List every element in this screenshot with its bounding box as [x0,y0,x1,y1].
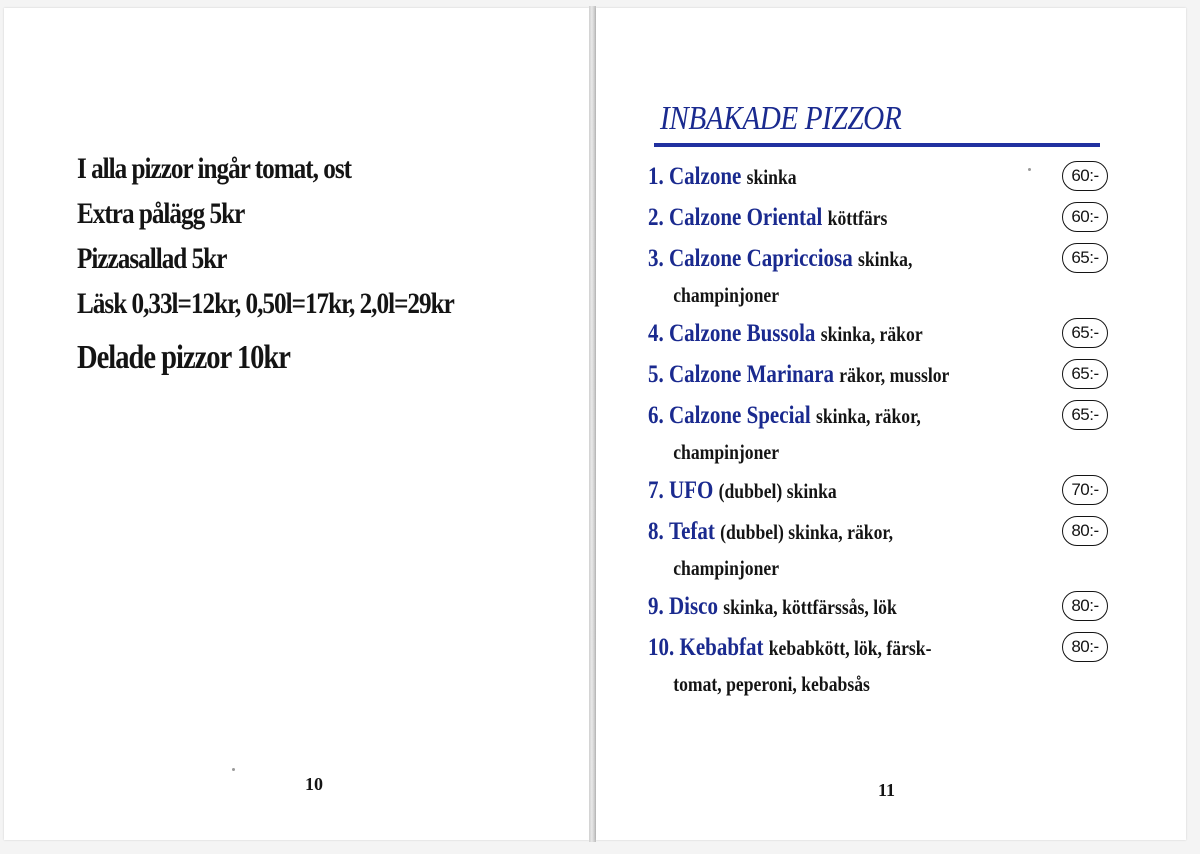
price-badge: 80:- [1062,516,1108,546]
menu-item [648,513,1108,585]
item-description-continued: champinjoner [673,556,780,580]
menu-item-line [648,315,976,353]
item-description: skinka, köttfärssås, lök [723,595,897,619]
info-line: Extra pålägg 5kr [77,197,245,230]
page-number: 10 [305,774,323,794]
price-badge: 65:- [1062,318,1108,348]
item-number: 5. [648,361,664,388]
item-number: 2. [648,204,664,231]
item-description: köttfärs [827,206,888,230]
left-page [4,8,589,840]
menu-item-line [648,513,976,551]
item-number: 10. [648,634,675,661]
item-name: Tefat [669,518,715,545]
item-number: 8. [648,518,664,545]
shared-pizza-line: Delade pizzor 10kr [77,339,290,376]
item-number: 7. [648,477,664,504]
menu-item [648,158,1108,196]
menu-item-line [648,629,976,667]
price-badge: 60:- [1062,161,1108,191]
info-line: Läsk 0,33l=12kr, 0,50l=17kr, 2,0l=29kr [77,287,454,320]
menu-item [648,472,1108,510]
book-gutter [589,6,596,842]
menu-item-line [648,472,976,510]
price-badge: 80:- [1062,591,1108,621]
menu-item-line [648,158,976,196]
price-badge: 60:- [1062,202,1108,232]
item-description: kebabkött, lök, färsk- [768,636,932,660]
menu-item-line [648,356,976,394]
menu-item-line [648,199,976,237]
item-description-continued: champinjoner [673,440,780,464]
page-number: 11 [878,780,896,800]
right-page [596,8,1186,840]
menu-item [648,397,1108,469]
item-description: skinka [746,165,797,189]
item-name: Disco [669,593,718,620]
menu-item [648,240,1108,312]
print-speck [1028,168,1031,171]
price-badge: 65:- [1062,359,1108,389]
price-badge: 65:- [1062,243,1108,273]
item-name: Calzone [669,163,742,190]
menu-item [648,629,1108,701]
item-name: Kebabfat [679,634,764,661]
menu-item [648,588,1108,626]
item-name: Calzone Marinara [669,361,835,388]
item-description: (dubbel) skinka, räkor, [720,520,894,544]
item-description-continued: champinjoner [673,283,780,307]
item-name: UFO [669,477,714,504]
price-badge: 70:- [1062,475,1108,505]
section-title: INBAKADE PIZZOR [660,100,902,137]
info-line: Pizzasallad 5kr [77,242,227,275]
price-badge: 65:- [1062,400,1108,430]
item-name: Calzone Bussola [669,320,816,347]
item-description: (dubbel) skinka [718,479,837,503]
menu-item-line [648,588,976,626]
item-name: Calzone Oriental [669,204,823,231]
menu-item-line [648,397,976,435]
item-number: 1. [648,163,664,190]
item-name: Calzone Capricciosa [669,245,853,272]
menu-item [648,315,1108,353]
item-number: 6. [648,402,664,429]
item-description: skinka, räkor [820,322,923,346]
item-description: skinka, [857,247,913,271]
title-underline [654,143,1100,147]
item-number: 3. [648,245,664,272]
info-line: I alla pizzor ingår tomat, ost [77,152,352,185]
menu-item [648,356,1108,394]
item-number: 9. [648,593,664,620]
menu-item [648,199,1108,237]
print-speck [232,768,235,771]
menu-list [648,158,1108,704]
item-description: skinka, räkor, [816,404,921,428]
info-list [77,146,526,386]
item-description-continued: tomat, peperoni, kebabsås [673,672,870,696]
item-name: Calzone Special [669,402,811,429]
menu-item-line [648,240,976,278]
price-badge: 80:- [1062,632,1108,662]
item-number: 4. [648,320,664,347]
item-description: räkor, musslor [839,363,950,387]
